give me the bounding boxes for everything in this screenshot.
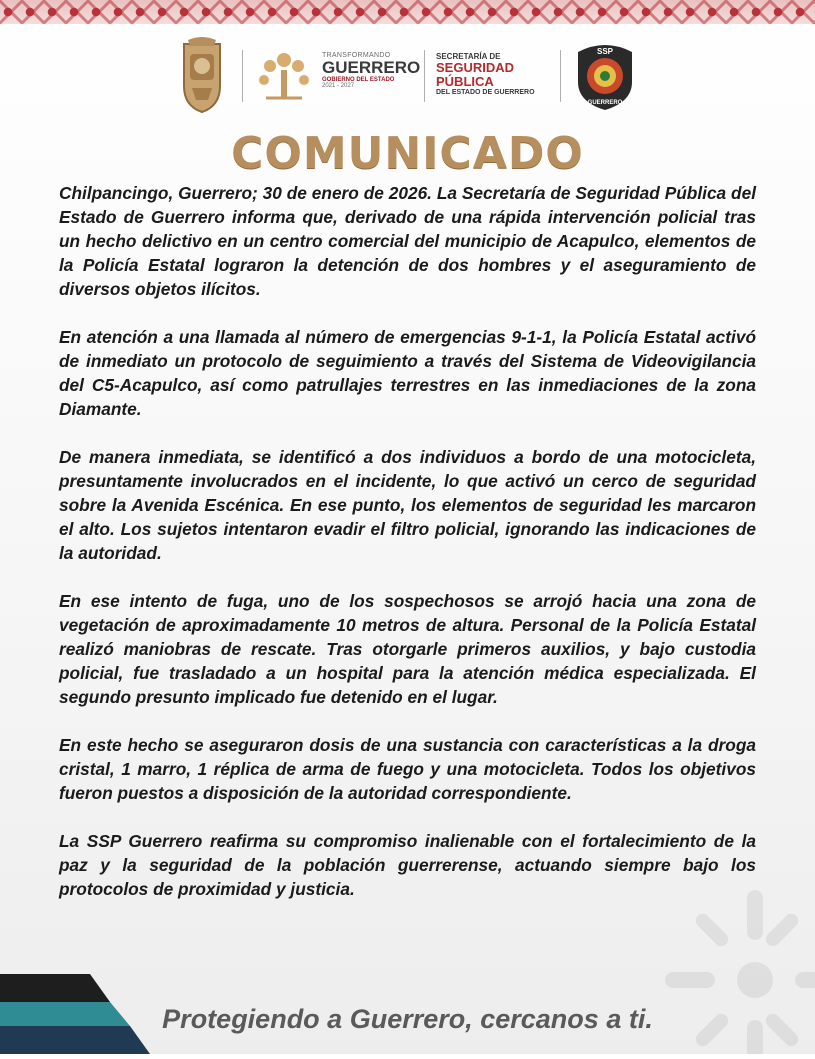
state-shield-icon [174, 36, 230, 114]
logo-divider [242, 50, 243, 102]
ssp-publica-text: PÚBLICA [436, 74, 494, 89]
guerrero-government-logo [254, 44, 421, 104]
tree-icon [254, 44, 314, 104]
page-title: COMUNICADO [231, 128, 584, 179]
ssp-secretaria-text: SECRETARÍA DE [436, 52, 501, 61]
ssp-badge-icon [570, 38, 640, 112]
footer-slogan: Protegiendo a Guerrero, cercanos a ti. [162, 1004, 653, 1034]
decorative-top-border [0, 0, 815, 24]
logo-period-text: 2021 - 2027 [322, 83, 355, 89]
paragraph: De manera inmediata, se identificó a dos individuos a bordo de una motocicleta, presuntamente involucrados en el incidente, lo que activó un cerco de seguridad sobre la Avenida Escénica. En ese punto, los elementos de seguridad les marcaron el alto. Los sujetos intentaron evadir el filtro policial, ignorando las indicaciones de la autoridad. [59, 447, 756, 563]
paragraph: La SSP Guerrero reafirma su compromiso inalienable con el fortalecimiento de la paz y la seguridad de la población guerrerense, actuando siempre bajo los protocolos de proximidad y justicia. [59, 831, 756, 899]
paragraph: En este hecho se aseguraron dosis de una sustancia con características a la droga cristal, 1 marro, 1 réplica de arma de fuego y una motocicleta. Todos los objetivos fueron puestos a disposición de la autoridad correspondiente. [59, 735, 756, 803]
badge-ssp-label: SSP [596, 47, 614, 56]
paragraph: En atención a una llamada al número de emergencias 9-1-1, la Policía Estatal activó de inmediato un protocolo de seguimiento a través del Sistema de Videovigilancia del C5-Acapulco, así como patrullajes terrestres en las inmediaciones de la zona Diamante. [59, 327, 756, 419]
ssp-seguridad-text: SEGURIDAD [436, 60, 515, 75]
logo-transformando-text: TRANSFORMANDO [322, 52, 391, 59]
ssp-estado-text: DEL ESTADO DE GUERRERO [436, 89, 535, 96]
paragraph: En ese intento de fuga, uno de los sospechosos se arrojó hacia una zona de vegetación de aproximadamente 10 metros de altura. Personal de la Policía Estatal realizó maniobras de rescate. Tras otorgarle primeros auxilios, y bajo custodia policial, fue trasladado a un hospital para la atención médica especializada. El segundo presunto implicado fue detenido en el lugar. [59, 591, 756, 707]
press-release-body [59, 181, 756, 925]
header-logos [170, 36, 650, 116]
logo-divider [560, 50, 561, 102]
ssp-text-logo [436, 52, 556, 96]
logo-gobierno-text: GOBIERNO DEL ESTADO [322, 77, 395, 83]
logo-divider [424, 50, 425, 102]
paragraph: Chilpancingo, Guerrero; 30 de enero de 2026. La Secretaría de Seguridad Pública del Estado de Guerrero informa que, derivado de una rápida intervención policial tras un hecho delictivo en un centro comercial del municipio de Acapulco, elementos de la Policía Estatal lograron la detención de dos hombres y el aseguramiento de diversos objetos ilícitos. [59, 183, 756, 299]
badge-guerrero-label: GUERRERO [587, 100, 623, 106]
logo-guerrero-text: GUERRERO [322, 58, 421, 77]
